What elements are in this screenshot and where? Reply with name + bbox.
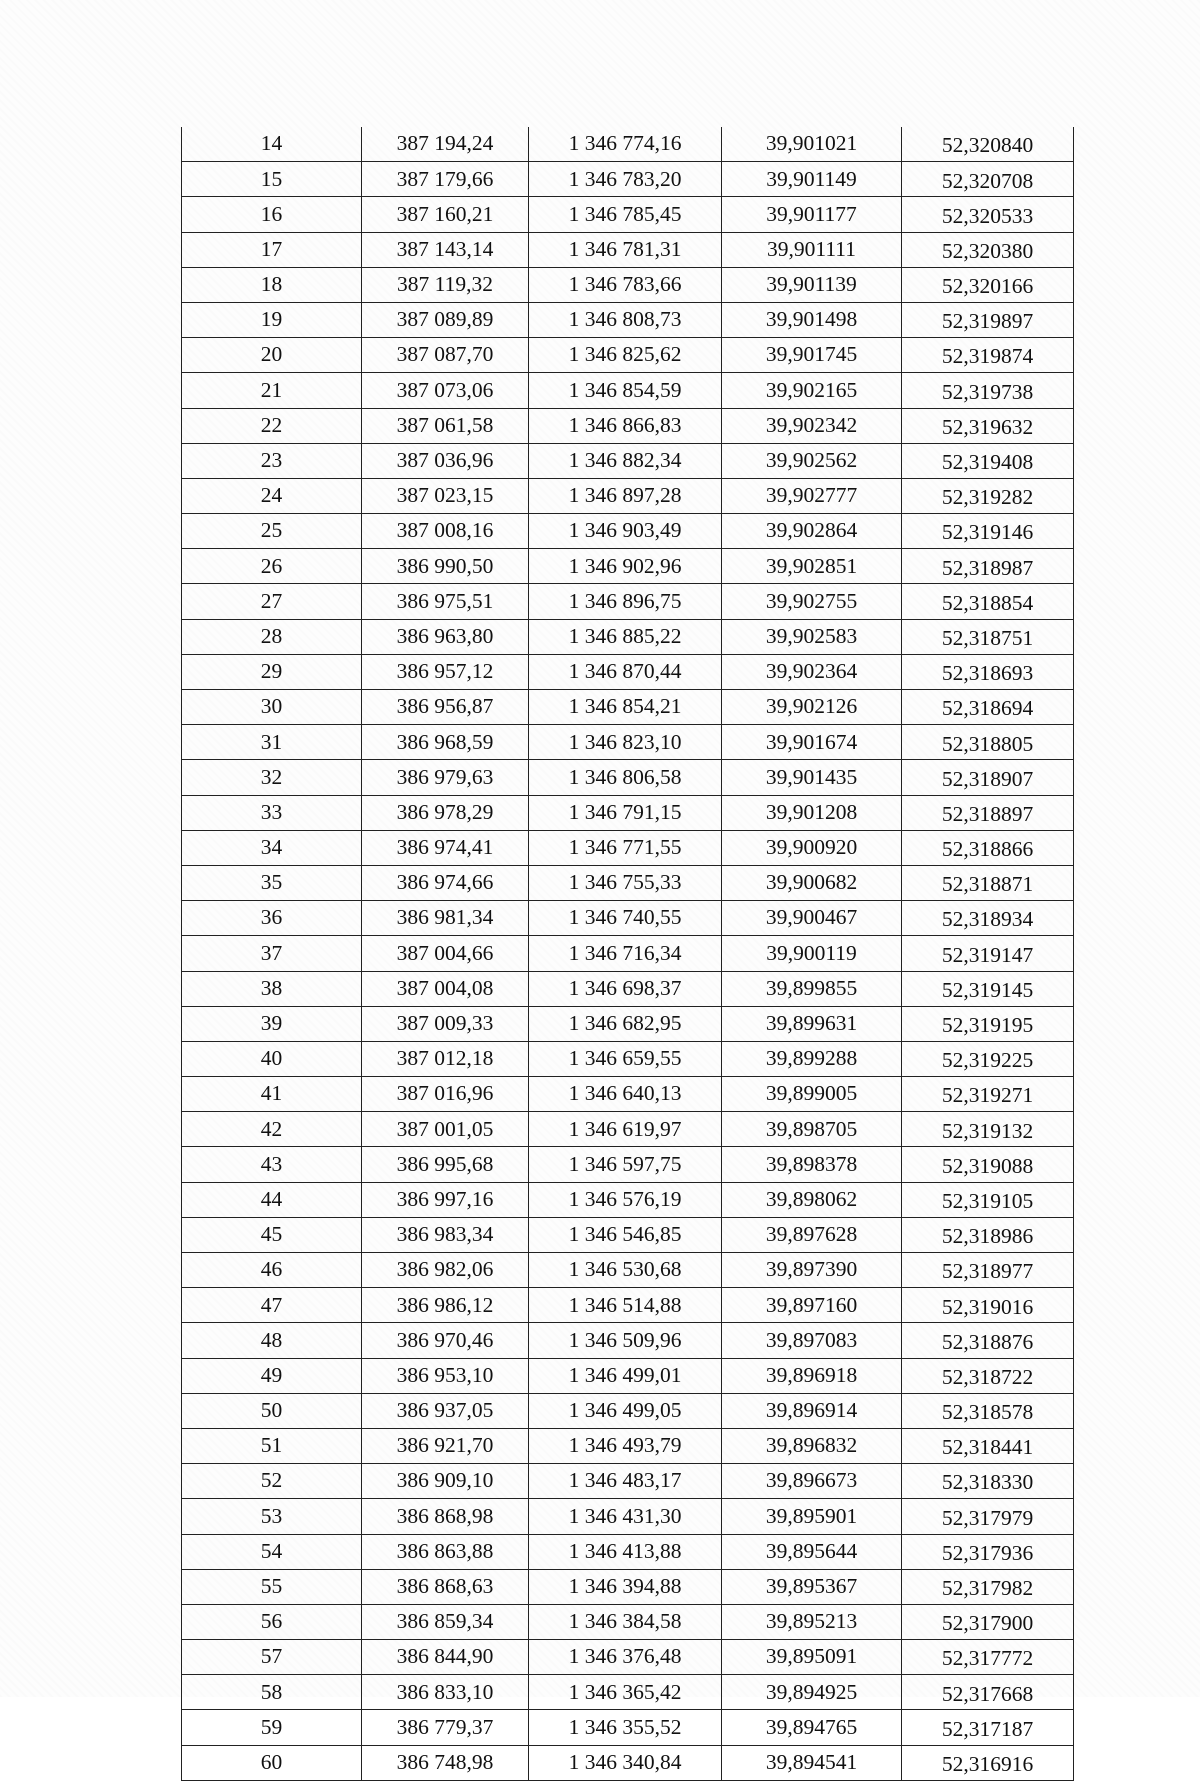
x-coordinate-cell: 386 957,12 (362, 654, 529, 689)
point-number-cell: 50 (182, 1393, 362, 1428)
table-row (182, 1112, 1074, 1147)
table-row (182, 1675, 1074, 1710)
point-number-cell: 58 (182, 1675, 362, 1710)
y-coordinate-cell: 1 346 413,88 (529, 1534, 722, 1569)
table-row (182, 584, 1074, 619)
y-coordinate-cell: 1 346 509,96 (529, 1323, 722, 1358)
latitude-cell: 52,320166 (902, 267, 1074, 302)
table-row (182, 1534, 1074, 1569)
point-number-cell: 55 (182, 1569, 362, 1604)
table-row (182, 725, 1074, 760)
longitude-cell: 39,902342 (722, 408, 902, 443)
x-coordinate-cell: 386 975,51 (362, 584, 529, 619)
longitude-cell: 39,901149 (722, 162, 902, 197)
longitude-cell: 39,894541 (722, 1745, 902, 1780)
longitude-cell: 39,901208 (722, 795, 902, 830)
y-coordinate-cell: 1 346 823,10 (529, 725, 722, 760)
x-coordinate-cell: 387 009,33 (362, 1006, 529, 1041)
x-coordinate-cell: 386 909,10 (362, 1464, 529, 1499)
x-coordinate-cell: 386 983,34 (362, 1217, 529, 1252)
latitude-cell: 52,319738 (902, 373, 1074, 408)
longitude-cell: 39,896673 (722, 1464, 902, 1499)
table-row (182, 936, 1074, 971)
table-row (182, 1710, 1074, 1745)
y-coordinate-cell: 1 346 781,31 (529, 232, 722, 267)
latitude-cell: 52,319016 (902, 1288, 1074, 1323)
latitude-cell: 52,319147 (902, 936, 1074, 971)
point-number-cell: 23 (182, 443, 362, 478)
latitude-cell: 52,319897 (902, 302, 1074, 337)
y-coordinate-cell: 1 346 376,48 (529, 1640, 722, 1675)
longitude-cell: 39,902583 (722, 619, 902, 654)
y-coordinate-cell: 1 346 771,55 (529, 830, 722, 865)
longitude-cell: 39,902562 (722, 443, 902, 478)
y-coordinate-cell: 1 346 394,88 (529, 1569, 722, 1604)
longitude-cell: 39,897390 (722, 1253, 902, 1288)
table-row (182, 162, 1074, 197)
x-coordinate-cell: 386 868,98 (362, 1499, 529, 1534)
y-coordinate-cell: 1 346 597,75 (529, 1147, 722, 1182)
longitude-cell: 39,894925 (722, 1675, 902, 1710)
latitude-cell: 52,318693 (902, 654, 1074, 689)
table-row (182, 690, 1074, 725)
latitude-cell: 52,317982 (902, 1569, 1074, 1604)
x-coordinate-cell: 386 956,87 (362, 690, 529, 725)
latitude-cell: 52,318934 (902, 901, 1074, 936)
table-row (182, 338, 1074, 373)
y-coordinate-cell: 1 346 854,21 (529, 690, 722, 725)
y-coordinate-cell: 1 346 785,45 (529, 197, 722, 232)
x-coordinate-cell: 387 073,06 (362, 373, 529, 408)
longitude-cell: 39,901745 (722, 338, 902, 373)
x-coordinate-cell: 386 863,88 (362, 1534, 529, 1569)
longitude-cell: 39,901177 (722, 197, 902, 232)
longitude-cell: 39,902851 (722, 549, 902, 584)
latitude-cell: 52,318907 (902, 760, 1074, 795)
y-coordinate-cell: 1 346 791,15 (529, 795, 722, 830)
longitude-cell: 39,895644 (722, 1534, 902, 1569)
y-coordinate-cell: 1 346 783,66 (529, 267, 722, 302)
point-number-cell: 46 (182, 1253, 362, 1288)
point-number-cell: 27 (182, 584, 362, 619)
point-number-cell: 51 (182, 1428, 362, 1463)
y-coordinate-cell: 1 346 493,79 (529, 1428, 722, 1463)
y-coordinate-cell: 1 346 499,01 (529, 1358, 722, 1393)
latitude-cell: 52,318876 (902, 1323, 1074, 1358)
x-coordinate-cell: 386 953,10 (362, 1358, 529, 1393)
longitude-cell: 39,895213 (722, 1604, 902, 1639)
table-row (182, 654, 1074, 689)
y-coordinate-cell: 1 346 659,55 (529, 1041, 722, 1076)
table-row (182, 408, 1074, 443)
latitude-cell: 52,318751 (902, 619, 1074, 654)
coordinates-table (181, 127, 1074, 1781)
latitude-cell: 52,319271 (902, 1077, 1074, 1112)
point-number-cell: 25 (182, 514, 362, 549)
y-coordinate-cell: 1 346 499,05 (529, 1393, 722, 1428)
x-coordinate-cell: 387 036,96 (362, 443, 529, 478)
x-coordinate-cell: 386 974,66 (362, 865, 529, 900)
y-coordinate-cell: 1 346 825,62 (529, 338, 722, 373)
latitude-cell: 52,319145 (902, 971, 1074, 1006)
latitude-cell: 52,319132 (902, 1112, 1074, 1147)
y-coordinate-cell: 1 346 902,96 (529, 549, 722, 584)
table-row (182, 1323, 1074, 1358)
y-coordinate-cell: 1 346 384,58 (529, 1604, 722, 1639)
longitude-cell: 39,899631 (722, 1006, 902, 1041)
longitude-cell: 39,898062 (722, 1182, 902, 1217)
x-coordinate-cell: 387 016,96 (362, 1077, 529, 1112)
x-coordinate-cell: 386 978,29 (362, 795, 529, 830)
table-row (182, 1253, 1074, 1288)
latitude-cell: 52,317668 (902, 1675, 1074, 1710)
latitude-cell: 52,317187 (902, 1710, 1074, 1745)
x-coordinate-cell: 386 986,12 (362, 1288, 529, 1323)
longitude-cell: 39,898378 (722, 1147, 902, 1182)
longitude-cell: 39,899855 (722, 971, 902, 1006)
longitude-cell: 39,897160 (722, 1288, 902, 1323)
longitude-cell: 39,897628 (722, 1217, 902, 1252)
x-coordinate-cell: 386 921,70 (362, 1428, 529, 1463)
longitude-cell: 39,901139 (722, 267, 902, 302)
x-coordinate-cell: 386 937,05 (362, 1393, 529, 1428)
point-number-cell: 52 (182, 1464, 362, 1499)
longitude-cell: 39,901674 (722, 725, 902, 760)
latitude-cell: 52,318694 (902, 690, 1074, 725)
table-row (182, 1393, 1074, 1428)
table-row (182, 865, 1074, 900)
latitude-cell: 52,318977 (902, 1253, 1074, 1288)
longitude-cell: 39,894765 (722, 1710, 902, 1745)
latitude-cell: 52,319195 (902, 1006, 1074, 1041)
latitude-cell: 52,316916 (902, 1745, 1074, 1780)
y-coordinate-cell: 1 346 903,49 (529, 514, 722, 549)
y-coordinate-cell: 1 346 698,37 (529, 971, 722, 1006)
longitude-cell: 39,898705 (722, 1112, 902, 1147)
latitude-cell: 52,319632 (902, 408, 1074, 443)
y-coordinate-cell: 1 346 483,17 (529, 1464, 722, 1499)
table-row (182, 267, 1074, 302)
point-number-cell: 38 (182, 971, 362, 1006)
coordinates-table-body (182, 127, 1074, 1780)
table-row (182, 549, 1074, 584)
table-row (182, 1041, 1074, 1076)
longitude-cell: 39,897083 (722, 1323, 902, 1358)
latitude-cell: 52,318871 (902, 865, 1074, 900)
point-number-cell: 37 (182, 936, 362, 971)
y-coordinate-cell: 1 346 808,73 (529, 302, 722, 337)
table-row (182, 1147, 1074, 1182)
point-number-cell: 20 (182, 338, 362, 373)
y-coordinate-cell: 1 346 530,68 (529, 1253, 722, 1288)
x-coordinate-cell: 387 001,05 (362, 1112, 529, 1147)
longitude-cell: 39,899005 (722, 1077, 902, 1112)
point-number-cell: 36 (182, 901, 362, 936)
longitude-cell: 39,902364 (722, 654, 902, 689)
table-row (182, 1358, 1074, 1393)
x-coordinate-cell: 387 119,32 (362, 267, 529, 302)
x-coordinate-cell: 386 868,63 (362, 1569, 529, 1604)
point-number-cell: 40 (182, 1041, 362, 1076)
point-number-cell: 42 (182, 1112, 362, 1147)
table-row (182, 795, 1074, 830)
x-coordinate-cell: 387 004,08 (362, 971, 529, 1006)
table-row (182, 1077, 1074, 1112)
longitude-cell: 39,895901 (722, 1499, 902, 1534)
x-coordinate-cell: 387 023,15 (362, 478, 529, 513)
y-coordinate-cell: 1 346 870,44 (529, 654, 722, 689)
latitude-cell: 52,319408 (902, 443, 1074, 478)
x-coordinate-cell: 386 748,98 (362, 1745, 529, 1780)
y-coordinate-cell: 1 346 716,34 (529, 936, 722, 971)
latitude-cell: 52,318330 (902, 1464, 1074, 1499)
table-row (182, 1464, 1074, 1499)
latitude-cell: 52,319874 (902, 338, 1074, 373)
table-row (182, 373, 1074, 408)
point-number-cell: 47 (182, 1288, 362, 1323)
table-row (182, 1604, 1074, 1639)
latitude-cell: 52,318805 (902, 725, 1074, 760)
y-coordinate-cell: 1 346 896,75 (529, 584, 722, 619)
y-coordinate-cell: 1 346 640,13 (529, 1077, 722, 1112)
x-coordinate-cell: 386 968,59 (362, 725, 529, 760)
latitude-cell: 52,320840 (902, 127, 1074, 162)
point-number-cell: 39 (182, 1006, 362, 1041)
y-coordinate-cell: 1 346 514,88 (529, 1288, 722, 1323)
point-number-cell: 28 (182, 619, 362, 654)
point-number-cell: 43 (182, 1147, 362, 1182)
point-number-cell: 34 (182, 830, 362, 865)
latitude-cell: 52,318854 (902, 584, 1074, 619)
x-coordinate-cell: 387 087,70 (362, 338, 529, 373)
x-coordinate-cell: 386 833,10 (362, 1675, 529, 1710)
point-number-cell: 44 (182, 1182, 362, 1217)
point-number-cell: 57 (182, 1640, 362, 1675)
table-row (182, 760, 1074, 795)
longitude-cell: 39,900682 (722, 865, 902, 900)
x-coordinate-cell: 386 859,34 (362, 1604, 529, 1639)
x-coordinate-cell: 386 979,63 (362, 760, 529, 795)
latitude-cell: 52,319088 (902, 1147, 1074, 1182)
x-coordinate-cell: 387 004,66 (362, 936, 529, 971)
table-row (182, 302, 1074, 337)
latitude-cell: 52,320708 (902, 162, 1074, 197)
x-coordinate-cell: 386 995,68 (362, 1147, 529, 1182)
longitude-cell: 39,899288 (722, 1041, 902, 1076)
latitude-cell: 52,320533 (902, 197, 1074, 232)
y-coordinate-cell: 1 346 340,84 (529, 1745, 722, 1780)
y-coordinate-cell: 1 346 619,97 (529, 1112, 722, 1147)
x-coordinate-cell: 386 997,16 (362, 1182, 529, 1217)
point-number-cell: 31 (182, 725, 362, 760)
x-coordinate-cell: 386 981,34 (362, 901, 529, 936)
longitude-cell: 39,895367 (722, 1569, 902, 1604)
x-coordinate-cell: 387 194,24 (362, 127, 529, 162)
y-coordinate-cell: 1 346 682,95 (529, 1006, 722, 1041)
point-number-cell: 59 (182, 1710, 362, 1745)
latitude-cell: 52,319105 (902, 1182, 1074, 1217)
y-coordinate-cell: 1 346 854,59 (529, 373, 722, 408)
longitude-cell: 39,900467 (722, 901, 902, 936)
table-row (182, 1499, 1074, 1534)
point-number-cell: 21 (182, 373, 362, 408)
latitude-cell: 52,318897 (902, 795, 1074, 830)
x-coordinate-cell: 386 779,37 (362, 1710, 529, 1745)
table-row (182, 232, 1074, 267)
point-number-cell: 18 (182, 267, 362, 302)
table-row (182, 443, 1074, 478)
point-number-cell: 19 (182, 302, 362, 337)
table-row (182, 478, 1074, 513)
latitude-cell: 52,317900 (902, 1604, 1074, 1639)
table-row (182, 901, 1074, 936)
x-coordinate-cell: 386 982,06 (362, 1253, 529, 1288)
table-row (182, 1006, 1074, 1041)
point-number-cell: 33 (182, 795, 362, 830)
longitude-cell: 39,900119 (722, 936, 902, 971)
y-coordinate-cell: 1 346 885,22 (529, 619, 722, 654)
x-coordinate-cell: 386 844,90 (362, 1640, 529, 1675)
point-number-cell: 17 (182, 232, 362, 267)
point-number-cell: 48 (182, 1323, 362, 1358)
y-coordinate-cell: 1 346 576,19 (529, 1182, 722, 1217)
latitude-cell: 52,318441 (902, 1428, 1074, 1463)
y-coordinate-cell: 1 346 546,85 (529, 1217, 722, 1252)
x-coordinate-cell: 387 089,89 (362, 302, 529, 337)
longitude-cell: 39,902126 (722, 690, 902, 725)
longitude-cell: 39,902864 (722, 514, 902, 549)
point-number-cell: 35 (182, 865, 362, 900)
latitude-cell: 52,318866 (902, 830, 1074, 865)
table-row (182, 1217, 1074, 1252)
y-coordinate-cell: 1 346 755,33 (529, 865, 722, 900)
y-coordinate-cell: 1 346 431,30 (529, 1499, 722, 1534)
table-row (182, 127, 1074, 162)
table-row (182, 514, 1074, 549)
table-row (182, 1428, 1074, 1463)
x-coordinate-cell: 386 970,46 (362, 1323, 529, 1358)
x-coordinate-cell: 387 008,16 (362, 514, 529, 549)
x-coordinate-cell: 386 963,80 (362, 619, 529, 654)
y-coordinate-cell: 1 346 866,83 (529, 408, 722, 443)
point-number-cell: 29 (182, 654, 362, 689)
latitude-cell: 52,317936 (902, 1534, 1074, 1569)
latitude-cell: 52,319146 (902, 514, 1074, 549)
latitude-cell: 52,320380 (902, 232, 1074, 267)
x-coordinate-cell: 386 990,50 (362, 549, 529, 584)
point-number-cell: 56 (182, 1604, 362, 1639)
point-number-cell: 24 (182, 478, 362, 513)
table-row (182, 1182, 1074, 1217)
y-coordinate-cell: 1 346 774,16 (529, 127, 722, 162)
table-row (182, 1640, 1074, 1675)
point-number-cell: 53 (182, 1499, 362, 1534)
latitude-cell: 52,319225 (902, 1041, 1074, 1076)
longitude-cell: 39,902777 (722, 478, 902, 513)
latitude-cell: 52,317772 (902, 1640, 1074, 1675)
table-row (182, 1288, 1074, 1323)
y-coordinate-cell: 1 346 897,28 (529, 478, 722, 513)
table-row (182, 619, 1074, 654)
table-row (182, 1745, 1074, 1780)
point-number-cell: 41 (182, 1077, 362, 1112)
point-number-cell: 49 (182, 1358, 362, 1393)
y-coordinate-cell: 1 346 882,34 (529, 443, 722, 478)
point-number-cell: 15 (182, 162, 362, 197)
latitude-cell: 52,318578 (902, 1393, 1074, 1428)
point-number-cell: 32 (182, 760, 362, 795)
longitude-cell: 39,901498 (722, 302, 902, 337)
point-number-cell: 45 (182, 1217, 362, 1252)
point-number-cell: 30 (182, 690, 362, 725)
x-coordinate-cell: 387 179,66 (362, 162, 529, 197)
y-coordinate-cell: 1 346 740,55 (529, 901, 722, 936)
point-number-cell: 14 (182, 127, 362, 162)
longitude-cell: 39,901021 (722, 127, 902, 162)
x-coordinate-cell: 387 012,18 (362, 1041, 529, 1076)
x-coordinate-cell: 386 974,41 (362, 830, 529, 865)
latitude-cell: 52,317979 (902, 1499, 1074, 1534)
longitude-cell: 39,896832 (722, 1428, 902, 1463)
latitude-cell: 52,318986 (902, 1217, 1074, 1252)
longitude-cell: 39,902755 (722, 584, 902, 619)
table-row (182, 197, 1074, 232)
longitude-cell: 39,901435 (722, 760, 902, 795)
y-coordinate-cell: 1 346 365,42 (529, 1675, 722, 1710)
table-row (182, 830, 1074, 865)
x-coordinate-cell: 387 061,58 (362, 408, 529, 443)
longitude-cell: 39,896918 (722, 1358, 902, 1393)
longitude-cell: 39,901111 (722, 232, 902, 267)
longitude-cell: 39,896914 (722, 1393, 902, 1428)
longitude-cell: 39,902165 (722, 373, 902, 408)
table-row (182, 971, 1074, 1006)
y-coordinate-cell: 1 346 355,52 (529, 1710, 722, 1745)
y-coordinate-cell: 1 346 806,58 (529, 760, 722, 795)
table-row (182, 1569, 1074, 1604)
latitude-cell: 52,318987 (902, 549, 1074, 584)
point-number-cell: 16 (182, 197, 362, 232)
point-number-cell: 54 (182, 1534, 362, 1569)
x-coordinate-cell: 387 143,14 (362, 232, 529, 267)
point-number-cell: 22 (182, 408, 362, 443)
latitude-cell: 52,318722 (902, 1358, 1074, 1393)
point-number-cell: 60 (182, 1745, 362, 1780)
longitude-cell: 39,900920 (722, 830, 902, 865)
point-number-cell: 26 (182, 549, 362, 584)
latitude-cell: 52,319282 (902, 478, 1074, 513)
longitude-cell: 39,895091 (722, 1640, 902, 1675)
x-coordinate-cell: 387 160,21 (362, 197, 529, 232)
y-coordinate-cell: 1 346 783,20 (529, 162, 722, 197)
